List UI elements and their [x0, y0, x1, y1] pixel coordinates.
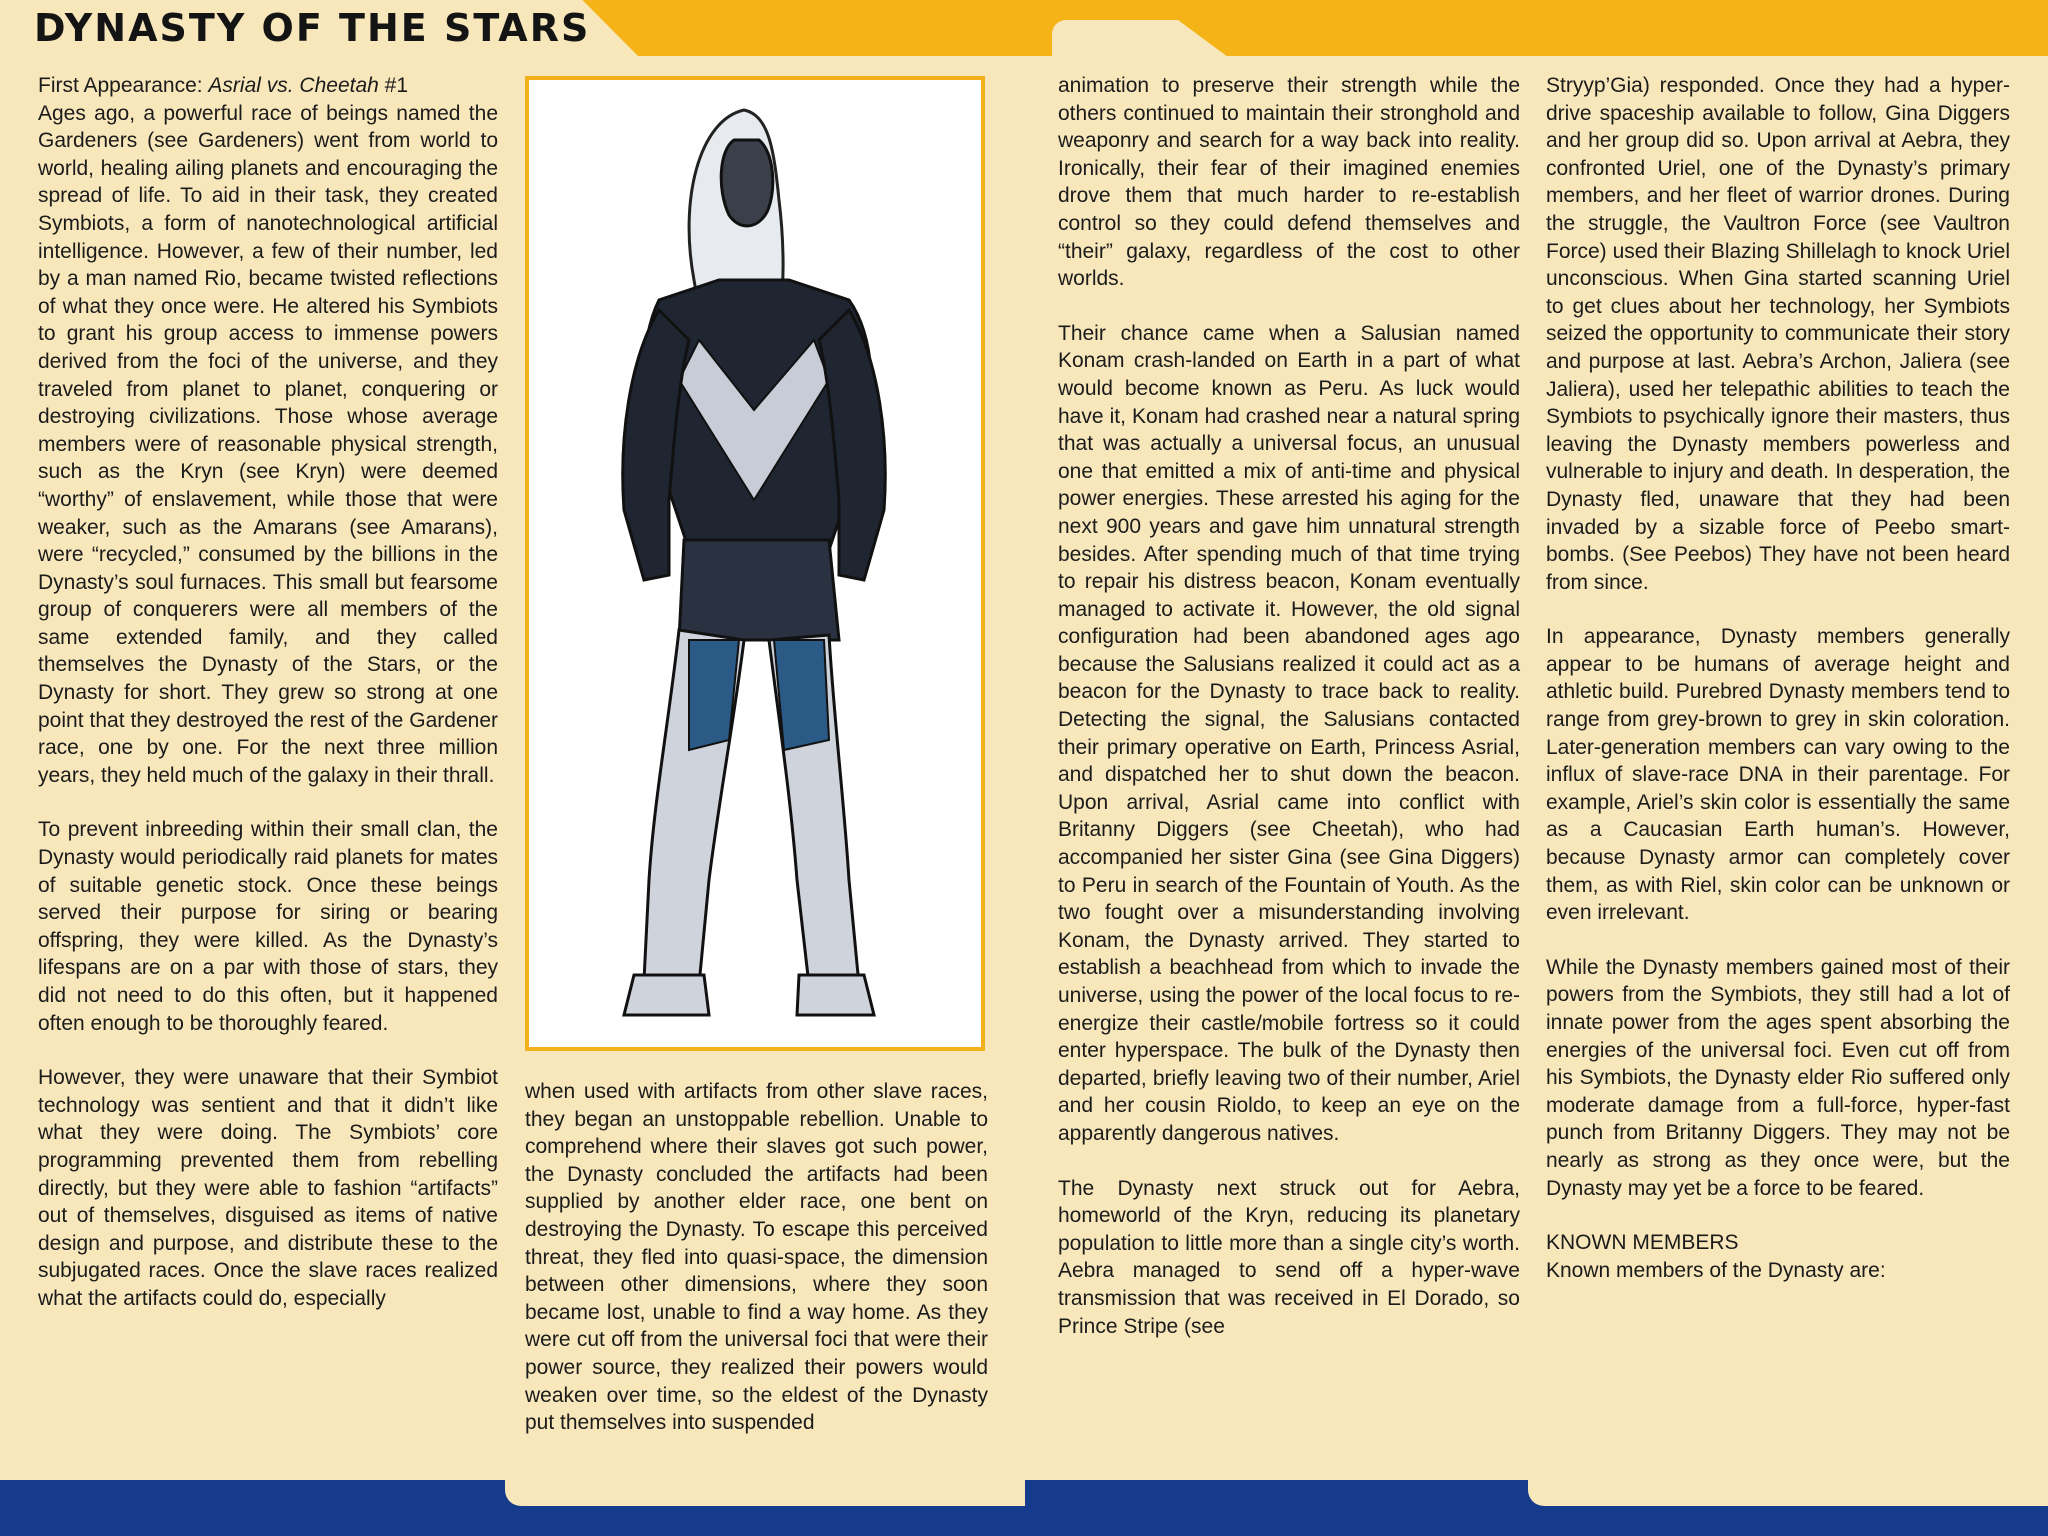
- text-column-2: [525, 1078, 988, 1464]
- section-heading-known-members: KNOWN MEMBERS: [1546, 1231, 1739, 1255]
- paragraph: Ages ago, a powerful race of beings named the Gardeners (see Gardeners) went from world to world, healing ailing planets and encouraging the spread of life. To aid in their task, they created Symbiots, a form of nanotechnological artificial intelligence. However, a few of their number, led by a man named Rio, became twisted reflections of what they once were. He altered his Symbiots to grant his group access to immense powers derived from the foci of the universe, and they traveled from planet to planet, conquering or destroying civilizations. Those whose average members were of reasonable physical strength, such as the Kryn (see Kryn) were deemed “worthy” of enslavement, while those that were weaker, such as the Amarans (see Amarans), were “recycled,” consumed by the billions in the Dynasty’s soul furnaces. This small but fearsome group of conquerers were all members of the same extended family, and they called themselves the Dynasty of the Stars, or the Dynasty for short. They grew so strong at one point that they destroyed the rest of the Gardener race, one by one. For the next three million years, they held much of the galaxy in their thrall.: [38, 101, 498, 787]
- bottom-notch-left: [505, 1480, 1025, 1506]
- character-illustration: [525, 76, 985, 1051]
- first-appearance-line: First Appearance: Asrial vs. Cheetah #1: [38, 74, 409, 97]
- paragraph: Stryyp’Gia) responded. Once they had a hyper-drive spaceship available to follow, Gina Diggers and her group did so. Upon arrival at Aebra, they confronted Uriel, one of the Dynasty’s primary members, and her fleet of warrior drones. During the struggle, the Vaultron Force (see Vaultron Force) used their Blazing Shillelagh to knock Uriel unconscious. When Gina started scanning Uriel to get clues about her technology, her Symbiots seized the opportunity to communicate their story and purpose at last. Aebra’s Archon, Jaliera (see Jaliera), used her telepathic abilities to teach the Symbiots to psychically ignore their masters, thus leaving the Dynasty members powerless and vulnerable to injury and death. In desperation, the Dynasty fled, unaware that they had been invaded by a sizable force of Peebo smart-bombs. (See Peebos) They have not been heard from since.: [1546, 74, 2010, 594]
- text-column-1: [38, 72, 498, 1340]
- paragraph: To prevent inbreeding within their small clan, the Dynasty would periodically raid planets for mates of suitable genetic stock. Once these beings served their purpose for siring or bearing offspring, they were killed. As the Dynasty’s lifespans are on a par with those of stars, they did not need to do this often, but it happened often enough to be thoroughly feared.: [38, 818, 498, 1035]
- paragraph: The Dynasty next struck out for Aebra, homeworld of the Kryn, reducing its planetary population to little more than a single city’s worth. Aebra managed to send off a hyper-wave transmission that was received in El Dorado, so Prince Stripe (see: [1058, 1176, 1520, 1338]
- paragraph: Their chance came when a Salusian named Konam crash-landed on Earth in a part of what would become known as Peru. As luck would have it, Konam had crashed near a natural spring that was actually a universal focus, an unusual one that emitted a mix of anti-time and physical power energies. These arrested his aging for the next 900 years and gave him unnatural strength besides. After spending much of that time trying to repair his distress beacon, Konam eventually managed to activate it. However, the old signal configuration had been abandoned ages ago because the Salusians realized it could act as a beacon for the Dynasty to trace back to reality. Detecting the signal, the Salusians contacted their primary operative on Earth, Princess Asrial, and dispatched her to shut down the beacon. Upon arrival, Asrial came into conflict with Britanny Diggers (see Cheetah), who had accompanied her sister Gina (see Gina Diggers) to Peru in search of the Fountain of Youth. As the two fought over a misunderstanding involving Konam, the Dynasty arrived. They started to establish a beachhead from which to invade the universe, using the power of the local focus to re-energize their castle/mobile fortress so it could enter hyperspace. The bulk of the Dynasty then departed, briefly leaving two of their number, Ariel and her cousin Rioldo, to keep an eye on the apparently dangerous natives.: [1058, 321, 1520, 1145]
- paragraph: animation to preserve their strength while the others continued to maintain their stronghold and weaponry and search for a way back into reality. Ironically, their fear of their imagined enemies drove them that much harder to re-establish control so they could defend themselves and “their” galaxy, regardless of the cost to other worlds.: [1058, 74, 1520, 291]
- paragraph: However, they were unaware that their Symbiot technology was sentient and that it didn’t like what they were doing. The Symbiots’ core programming prevented them from rebelling directly, but they were able to fashion “artifacts” out of themselves, disguised as items of native design and purpose, and distribute these to the subjugated races. Once the slave races realized what the artifacts could do, especially: [38, 1066, 498, 1310]
- text-column-4: [1546, 72, 2010, 1311]
- paragraph: when used with artifacts from other slave races, they began an unstoppable rebellion. Unable to comprehend where their slaves got such power, the Dynasty concluded the artifacts had been supplied by another elder race, one bent on destroying the Dynasty. To escape this perceived threat, they fled into quasi-space, the dimension between other dimensions, where they soon became lost, unable to find a way home. As they were cut off from the universal foci that were their power source, they realized their powers would weaken over time, so the eldest of the Dynasty put themselves into suspended: [525, 1080, 988, 1435]
- bottom-notch-right: [1528, 1480, 2048, 1506]
- armored-figure-icon: [529, 80, 981, 1047]
- paragraph: In appearance, Dynasty members generally appear to be humans of average height and athletic build. Purebred Dynasty members tend to range from grey-brown to grey in skin coloration. Later-generation members can vary owing to the influx of slave-race DNA in their parentage. For example, Ariel’s skin color is essentially the same as a Caucasian Earth human’s. However, because Dynasty armor can completely cover them, as with Riel, skin color can be unknown or even irrelevant.: [1546, 625, 2010, 925]
- paragraph: While the Dynasty members gained most of their powers from the Symbiots, they still had a lot of innate power from the ages spent absorbing the energies of the universal foci. Even cut off from his Symbiots, the Dynasty elder Rio suffered only moderate damage from a full-force, hyper-fast punch from Britanny Diggers. They may not be nearly as strong as they once were, but the Dynasty may yet be a force to be feared.: [1546, 955, 2010, 1200]
- text-column-3: [1058, 72, 1520, 1367]
- page-title: DYNASTY OF THE STARS: [34, 6, 591, 50]
- paragraph: Known members of the Dynasty are:: [1546, 1258, 1886, 1282]
